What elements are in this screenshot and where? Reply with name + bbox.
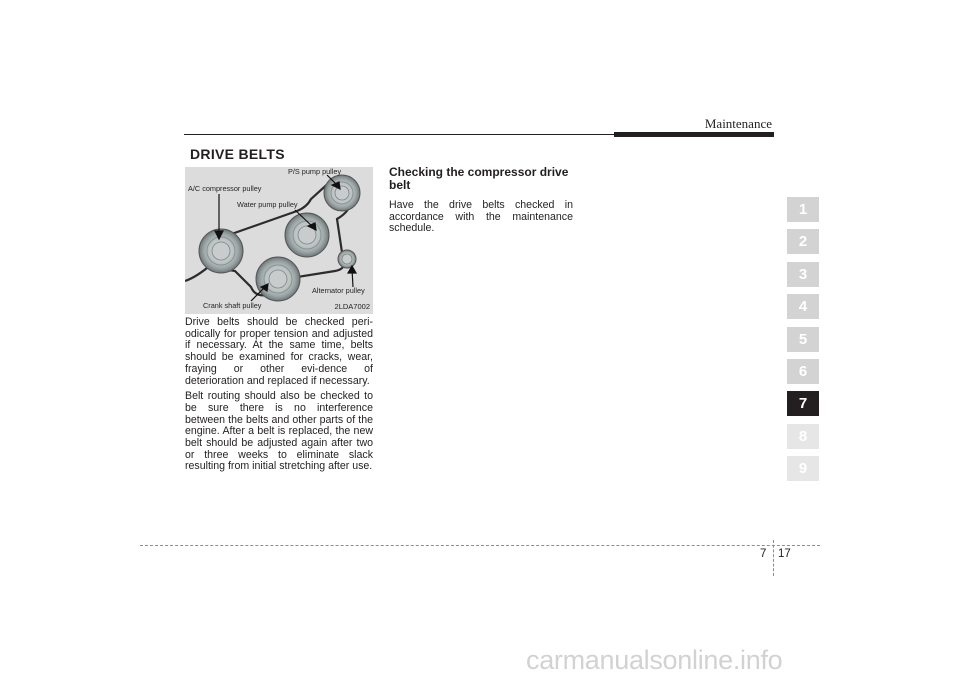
chapter-tab-3[interactable]: 3: [787, 262, 819, 287]
chapter-tab-6[interactable]: 6: [787, 359, 819, 384]
right-column-text: [389, 200, 573, 239]
paragraph: Drive belts should be checked peri-odically for proper tension and adjusted if necessary. At the same time, belts should be examined for cracks, wear, fraying or other evi-dence of deterioration and replaced if necessary.: [185, 316, 373, 387]
belt-routing-figure: [185, 167, 373, 314]
page-number: 17: [778, 548, 791, 560]
footer-divider: [140, 545, 820, 546]
water-pump-label: Water pump pulley: [237, 200, 298, 209]
chapter-tab-4[interactable]: 4: [787, 294, 819, 319]
chapter-tab-5[interactable]: 5: [787, 327, 819, 352]
water-pump-pulley: [285, 213, 329, 257]
chapter-tab-9[interactable]: 9: [787, 456, 819, 481]
alternator-label: Alternator pulley: [312, 286, 365, 295]
left-column-text: [185, 317, 373, 477]
crank-shaft-pulley: [256, 257, 300, 301]
ac-compressor-label: A/C compressor pulley: [188, 184, 262, 193]
paragraph: Have the drive belts checked in accordance with the maintenance schedule.: [389, 199, 573, 235]
watermark: carmanualsonline.info: [526, 645, 783, 675]
header-rule: [184, 134, 614, 135]
chapter-tab-7[interactable]: 7: [787, 391, 819, 416]
chapter-tabs: [787, 197, 819, 489]
paragraph: Belt routing should also be checked to be sure there is no interference between the belts and other parts of the engine. After a belt is replaced, the new belt should be adjusted again after two or three weeks to eliminate slack resulting from initial stretching after use.: [185, 390, 373, 473]
alternator-pulley: [338, 250, 356, 268]
section-title: Maintenance: [704, 116, 772, 131]
footer-separator: [773, 540, 774, 576]
crank-shaft-label: Crank shaft pulley: [203, 301, 262, 310]
page-heading: DRIVE BELTS: [190, 146, 285, 162]
footer-chapter: 7: [760, 548, 767, 560]
header-rule-thick: [614, 132, 774, 137]
figure-code: 2LDA7002: [334, 302, 370, 311]
subheading: Checking the compressor drive belt: [389, 165, 569, 192]
ps-pump-pulley: [324, 175, 360, 211]
chapter-tab-8[interactable]: 8: [787, 424, 819, 449]
ps-pump-label: P/S pump pulley: [288, 167, 342, 176]
chapter-tab-1[interactable]: 1: [787, 197, 819, 222]
chapter-tab-2[interactable]: 2: [787, 229, 819, 254]
